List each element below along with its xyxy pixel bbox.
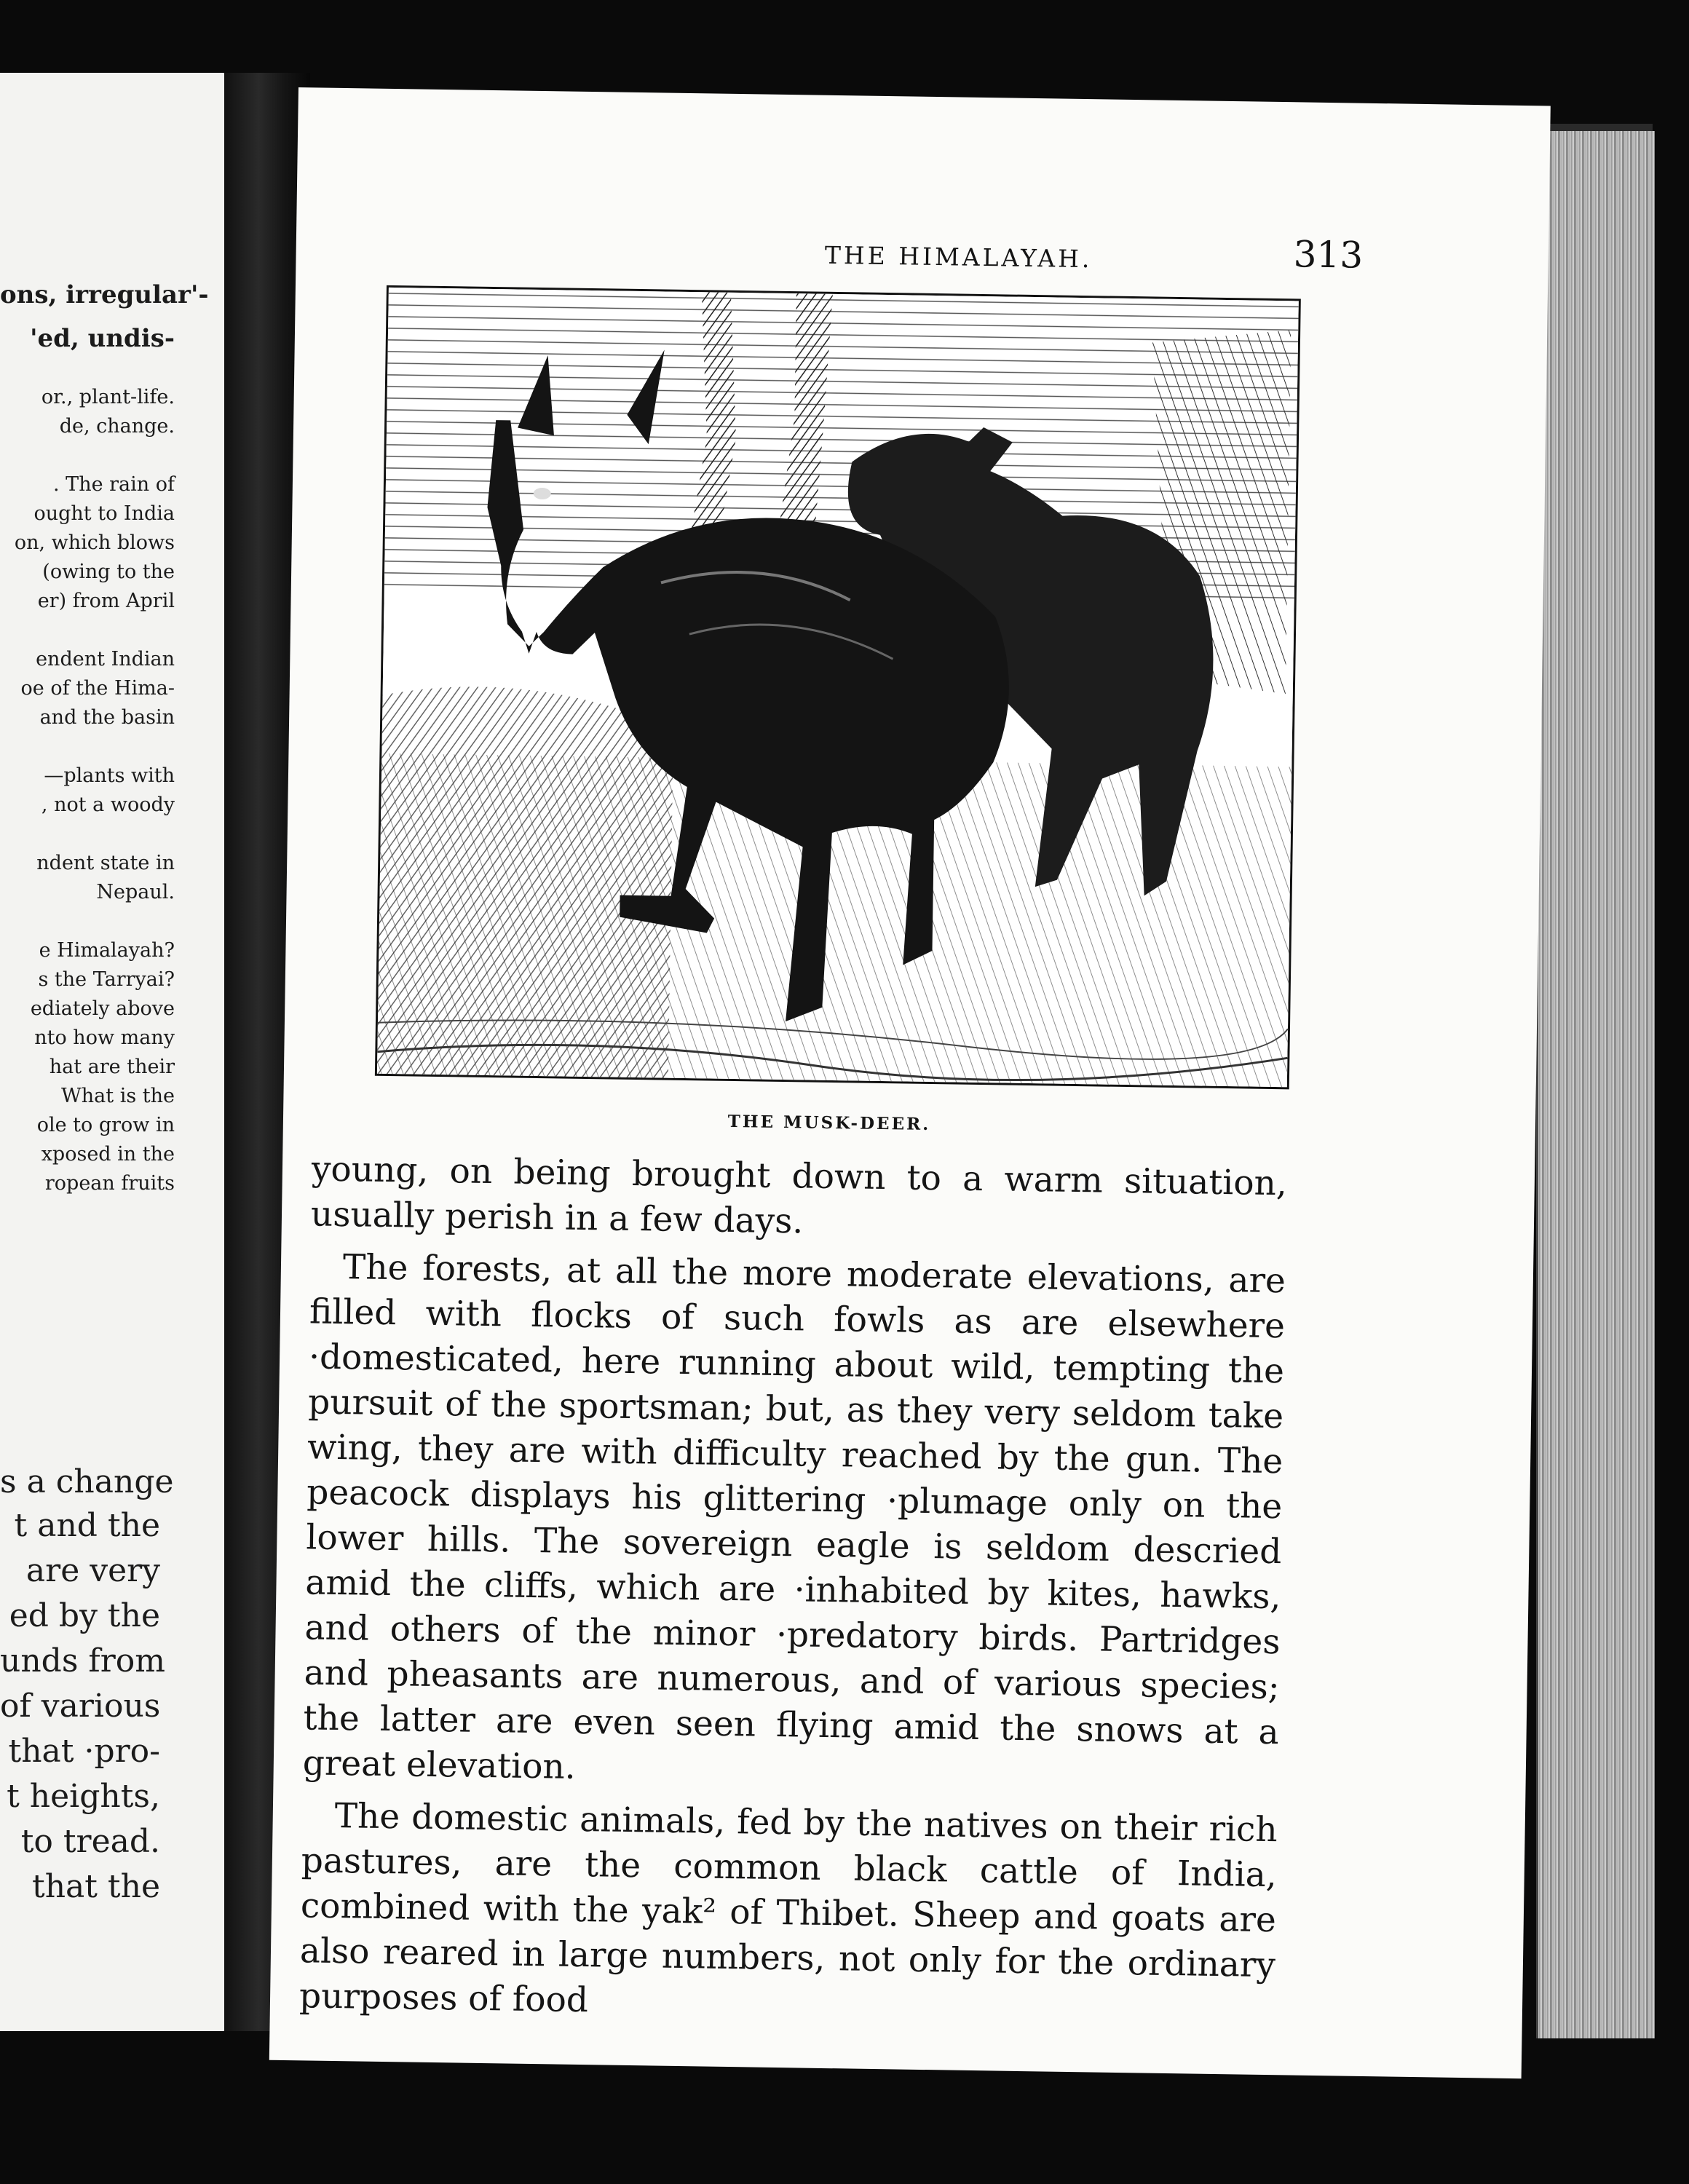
left-line: hat are their	[49, 1056, 175, 1078]
left-line: er) from April	[37, 590, 175, 612]
left-line: , not a woody	[41, 794, 175, 816]
body-text	[299, 1147, 1288, 2033]
left-line: 'ed, undis-	[30, 324, 175, 353]
left-line: to tread.	[20, 1823, 160, 1860]
left-line: Nepaul.	[96, 881, 175, 903]
left-line: ed by the	[9, 1597, 160, 1634]
left-line: s the Tarryai?	[38, 968, 175, 991]
left-line: ons, irregular'-	[0, 280, 209, 309]
left-line: t heights,	[7, 1778, 160, 1815]
page-number: 313	[1293, 233, 1364, 277]
left-line: t and the	[14, 1507, 160, 1544]
left-line: on, which blows	[14, 531, 175, 554]
left-line: that the	[32, 1868, 160, 1905]
left-line: or., plant-life.	[41, 386, 175, 408]
left-line: What is the	[61, 1085, 175, 1107]
left-line: that ·pro-	[8, 1733, 160, 1770]
paragraph: young, on being brought down to a warm situation, usually perish in a few days.	[310, 1149, 1288, 1242]
left-line: . The rain of	[53, 473, 175, 496]
left-line: endent Indian	[36, 648, 175, 670]
current-page	[269, 87, 1551, 2078]
left-line: unds from	[0, 1642, 165, 1679]
left-line: of various	[0, 1688, 161, 1725]
previous-page	[0, 73, 229, 2031]
book-page-edges	[1536, 131, 1655, 2038]
engraving-image	[377, 288, 1299, 1087]
left-line: xposed in the	[41, 1143, 175, 1166]
left-line: ropean fruits	[44, 1172, 175, 1195]
paragraph: The domestic animals, fed by the natives on their rich pastures, are the common black cattle of India, combined with the yak² of Thibet. Sheep and goats are also reared in large numbers, not only for the ordinary purposes of food	[298, 1796, 1278, 2021]
paragraph: The forests, at all the more moderate elevations, are filled with flocks of such fowls as are elsewhere ·domesticated, here running about wild, tempting the pursuit of the sportsman; but, as they very seldom take wing, they are with difficulty reached by the gun. The peacock displays his glittering ·plumage only on the lower hills. The sovereign eagle is seldom descried amid the cliffs, which are ·inhabited by kites, hawks, and others of the minor ·predatory birds. Partridges and pheasants are numerous, and of various species; the latter are even seen flying amid the snows at a great elevation.	[302, 1247, 1286, 1787]
figure-caption: THE MUSK-DEER.	[727, 1111, 931, 1135]
left-line: are very	[25, 1552, 160, 1589]
left-line: ndent state in	[36, 852, 175, 874]
left-line: s a change	[0, 1463, 174, 1500]
left-line: (owing to the	[42, 561, 175, 583]
left-line: ought to India	[33, 502, 175, 525]
left-line: —plants with	[44, 764, 175, 787]
left-line: nto how many	[34, 1026, 175, 1049]
running-head: THE HIMALAYAH.	[824, 240, 1093, 274]
left-line: and the basin	[39, 706, 175, 729]
musk-deer-engraving	[375, 285, 1301, 1090]
left-line: e Himalayah?	[39, 939, 175, 962]
left-line: oe of the Hima-	[20, 677, 175, 700]
left-line: ediately above	[30, 997, 175, 1020]
left-line: ole to grow in	[36, 1114, 175, 1136]
left-line: de, change.	[59, 415, 175, 438]
